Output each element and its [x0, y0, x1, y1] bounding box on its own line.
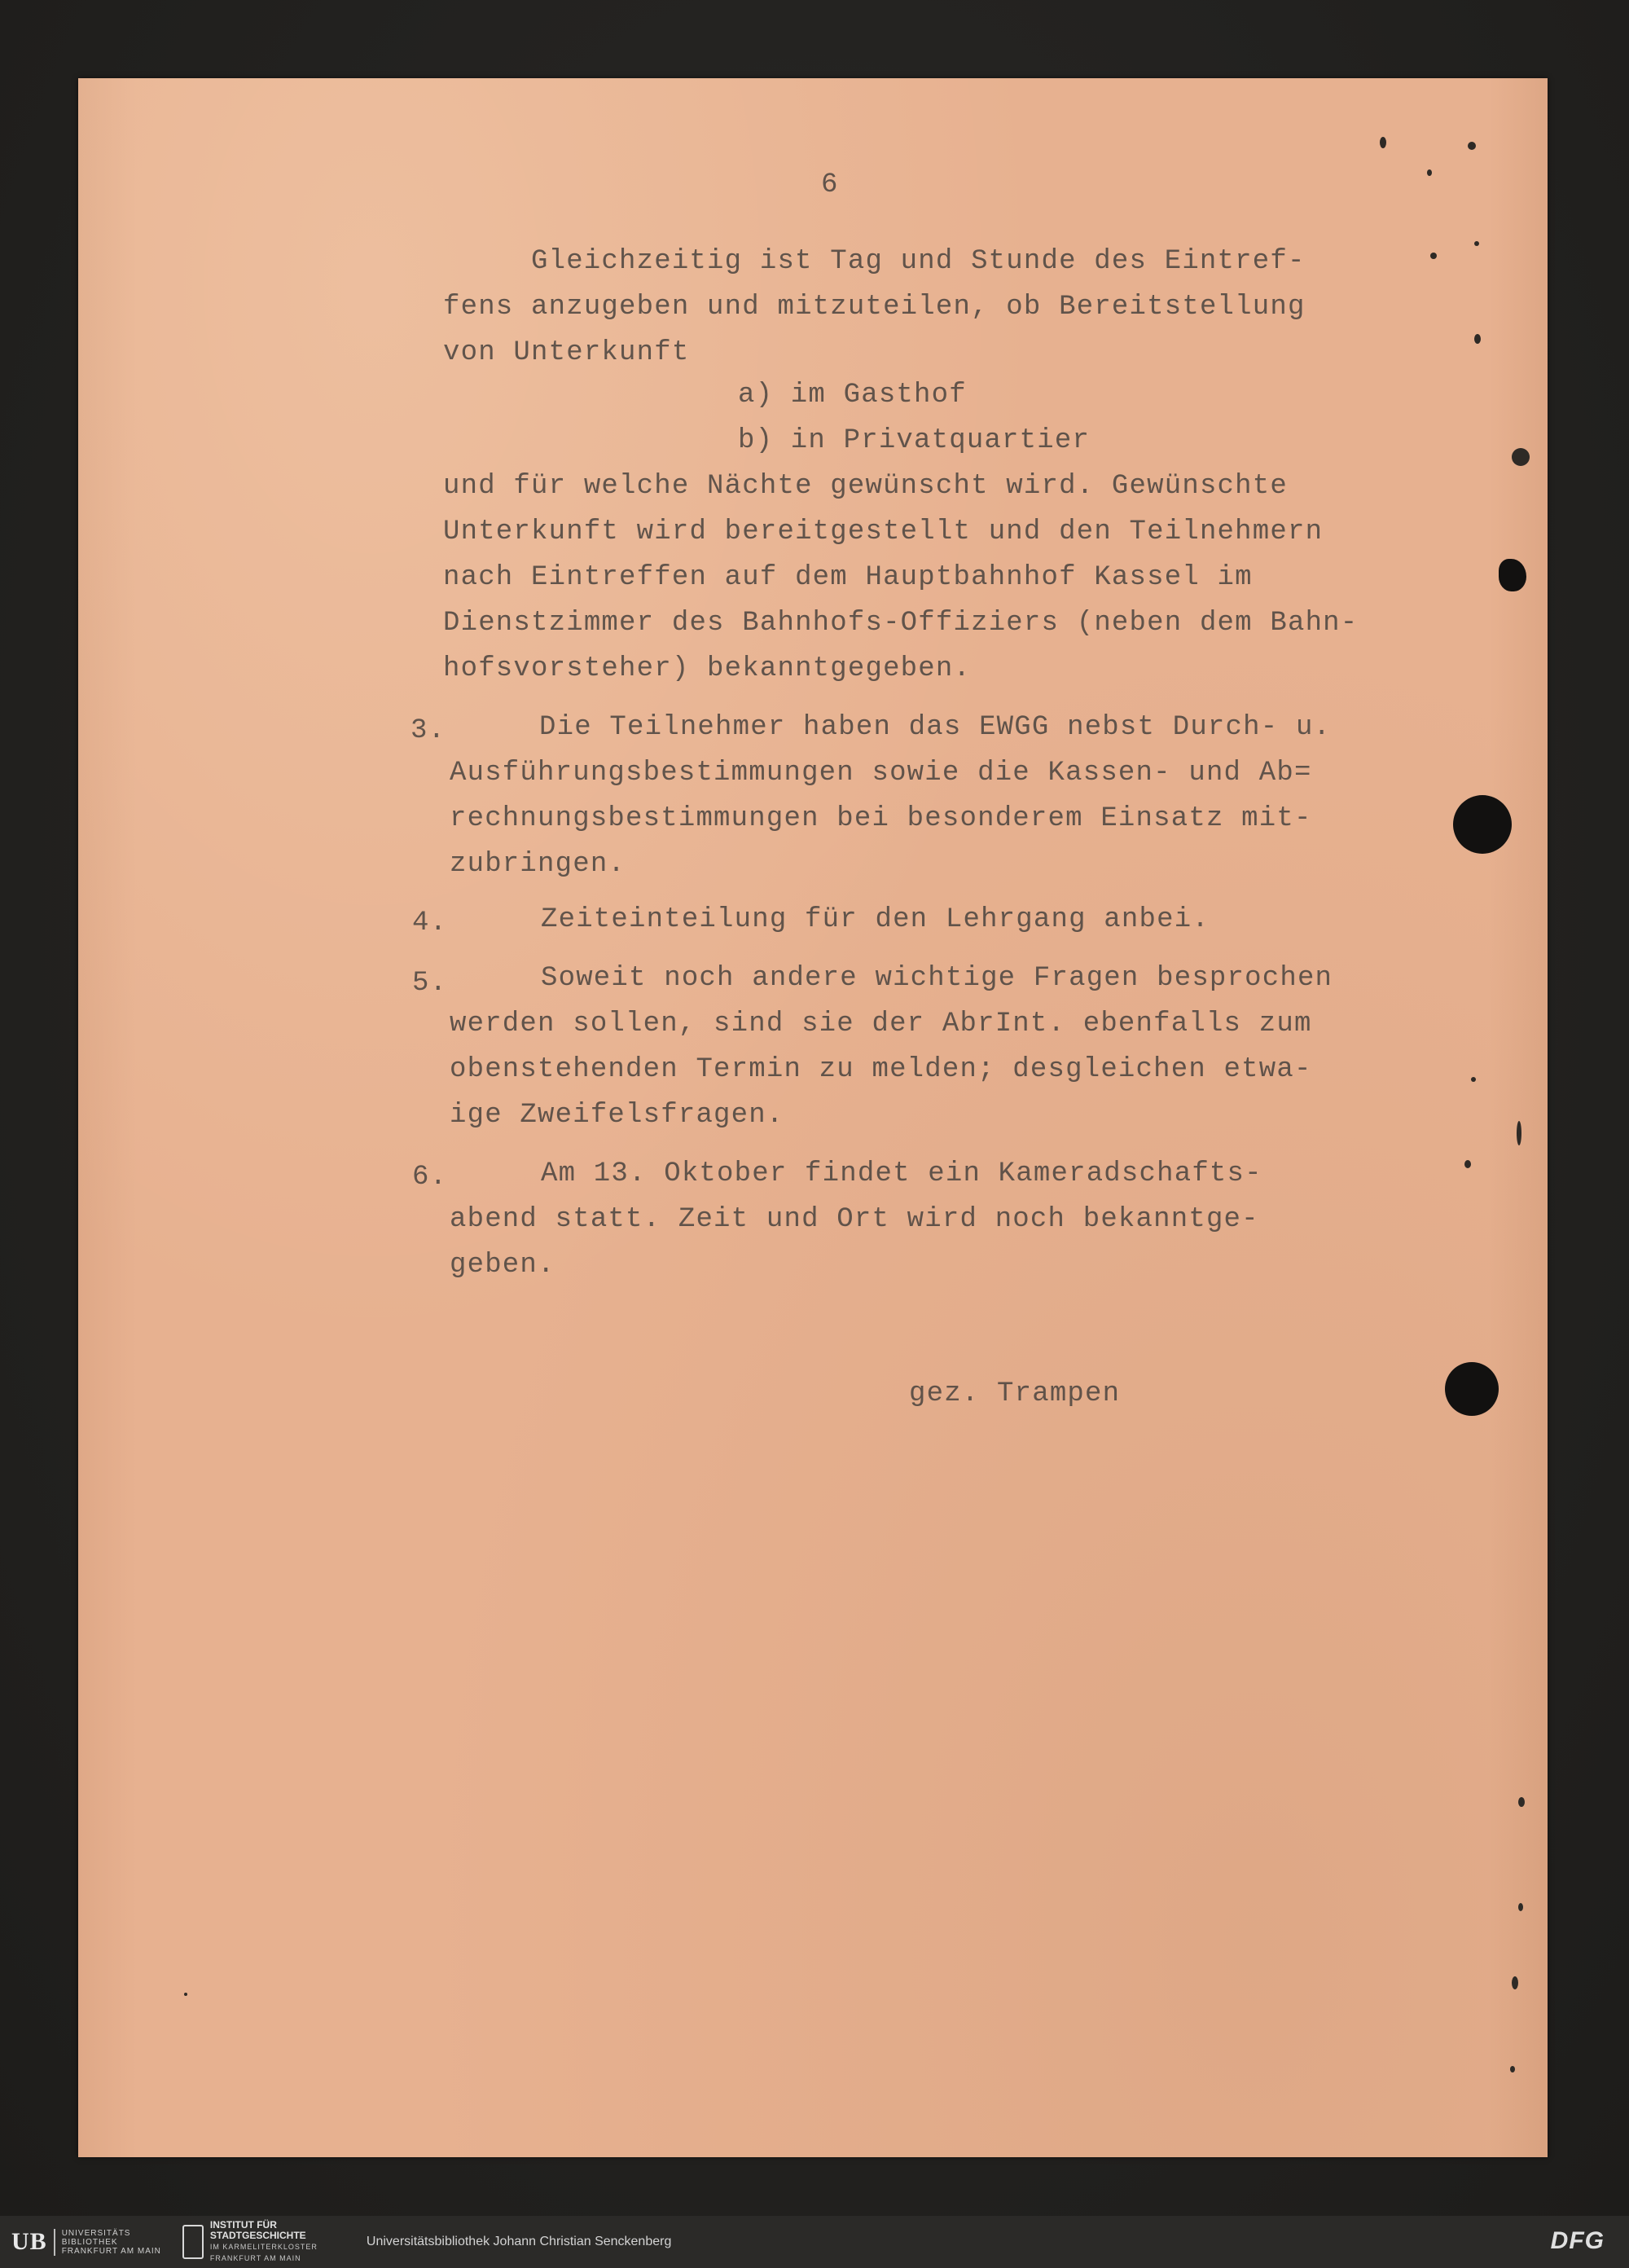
item-number-4: 4.	[412, 908, 448, 938]
institute-logo-text	[210, 2220, 318, 2264]
text-line-19: ige Zweifelsfragen.	[450, 1100, 784, 1131]
text-line-10: hofsvorsteher) bekanntgegeben.	[443, 653, 972, 684]
text-line-3: von Unterkunft	[443, 337, 690, 368]
text-line-9: Dienstzimmer des Bahnhofs-Offiziers (neben dem Bahn-	[443, 608, 1359, 639]
ub-subtitle-line: UNIVERSITÄTS	[61, 2228, 131, 2238]
text-line-18: obenstehenden Termin zu melden; desgleichen etwa-	[450, 1054, 1312, 1085]
text-line-6: und für welche Nächte gewünscht wird. Gewünschte	[443, 471, 1288, 502]
speck	[1518, 1903, 1523, 1911]
text-line-13: rechnungsbestimmungen bei besonderem Einsatz mit-	[450, 803, 1312, 834]
text-line-21: abend statt. Zeit und Ort wird noch bekanntge-	[450, 1204, 1259, 1235]
text-line-4: a) im Gasthof	[738, 380, 967, 411]
speck	[1474, 241, 1479, 246]
library-credit: Universitätsbibliothek Johann Christian Senckenberg	[366, 2235, 672, 2248]
speck	[1380, 137, 1386, 148]
item-number-5: 5.	[412, 968, 448, 999]
punch-hole-lower	[1445, 1362, 1499, 1416]
text-line-20: Am 13. Oktober findet ein Kameradschafts-	[541, 1158, 1262, 1189]
speck	[1474, 334, 1481, 344]
dfg-logo: DFG	[1550, 2227, 1605, 2254]
text-line-11: Die Teilnehmer haben das EWGG nebst Durch- u.	[539, 712, 1332, 743]
institute-subtitle-line: FRANKFURT AM MAIN	[209, 2254, 301, 2262]
text-line-16: Soweit noch andere wichtige Fragen besprochen	[541, 963, 1333, 994]
speck	[1517, 1121, 1521, 1145]
text-line-17: werden sollen, sind sie der AbrInt. ebenfalls zum	[450, 1009, 1312, 1040]
speck	[1471, 1077, 1476, 1082]
institute-logo-mark	[182, 2225, 204, 2259]
text-line-8: nach Eintreffen auf dem Hauptbahnhof Kassel im	[443, 562, 1253, 593]
speck	[1427, 169, 1432, 176]
institute-logo	[161, 2216, 318, 2268]
speck	[1518, 1797, 1525, 1807]
institute-title-line: INSTITUT FÜR	[209, 2219, 277, 2231]
signature: gez. Trampen	[909, 1378, 1121, 1409]
punch-hole-upper	[1453, 795, 1512, 854]
speck	[1512, 1976, 1518, 1989]
text-line-14: zubringen.	[450, 849, 626, 880]
document-page	[78, 78, 1548, 2157]
university-library-logo	[0, 2216, 161, 2268]
speck	[1510, 2066, 1515, 2072]
text-line-12: Ausführungsbestimmungen sowie die Kassen- und Ab=	[450, 758, 1312, 789]
edge-damage-speck	[1512, 448, 1530, 466]
speck	[184, 1993, 187, 1996]
text-line-5: b) in Privatquartier	[738, 425, 1091, 456]
speck	[1468, 142, 1476, 150]
institute-title-line: STADTGESCHICHTE	[209, 2230, 306, 2241]
ub-logo-mark: UB	[11, 2228, 47, 2255]
speck	[1464, 1160, 1471, 1168]
text-line-7: Unterkunft wird bereitgestellt und den Teilnehmern	[443, 516, 1324, 547]
ub-subtitle-line: FRANKFURT AM MAIN	[61, 2246, 161, 2256]
page-number: 6	[821, 169, 839, 200]
footer-bar	[0, 2216, 1629, 2268]
text-line-1: Gleichzeitig ist Tag und Stunde des Eintref-	[531, 246, 1306, 277]
ub-logo-subtitle	[54, 2229, 161, 2256]
institute-subtitle-line: IM KARMELITERKLOSTER	[209, 2243, 318, 2251]
edge-damage-mark	[1499, 559, 1526, 591]
text-line-2: fens anzugeben und mitzuteilen, ob Bereitstellung	[443, 292, 1306, 323]
ub-subtitle-line: BIBLIOTHEK	[61, 2237, 118, 2247]
speck	[1430, 253, 1437, 259]
item-number-6: 6.	[412, 1162, 448, 1193]
text-line-15: Zeiteinteilung für den Lehrgang anbei.	[541, 904, 1210, 935]
item-number-3: 3.	[411, 715, 446, 746]
text-line-22: geben.	[450, 1250, 555, 1281]
